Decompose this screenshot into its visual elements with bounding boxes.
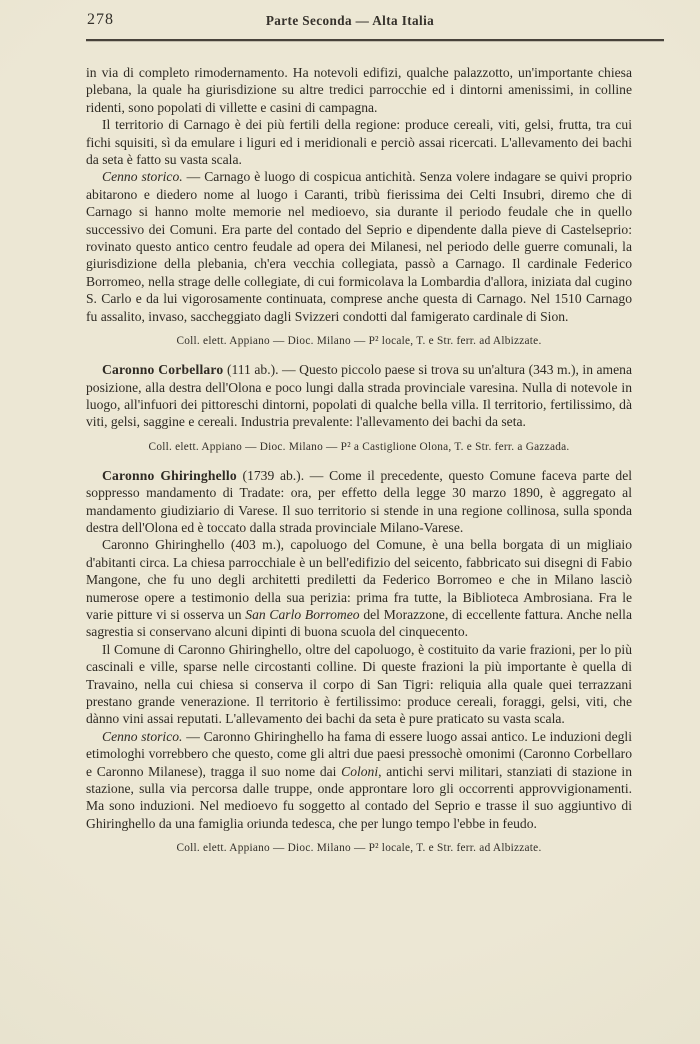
collegio-note-carnago: Coll. elett. Appiano — Dioc. Milano — P² locale, T. e Str. ferr. ad Albizzate.	[176, 335, 542, 348]
entry-title-caronno-ghiringhello: Caronno Ghiringhello	[102, 467, 237, 483]
cenno-storico-label: Cenno storico.	[102, 169, 183, 185]
cenno-storico-text: — Carnago è luogo di cospicua antichità. Senza volere indagare se quivi proprio abitarono e diedero nome al luogo i Caranti, tribù fierissima dei Celti Insubri, diremo che di Carnago si hanno molte memorie nel medioevo, sia durante il periodo feudale che in quello successivo dei Comuni. Era parte del contado del Seprio e dipendente dalla pieve di Castelseprio: rovinato questo antico centro feudale ad opera dei Milanesi, nel periodo delle guerre comunali, la giurisdizione della plebania, ch'era vecchia collegiata, passò a Carnago. Il cardinale Federico Borromeo, nella strage delle collegiate, di cui formicolava la Lombardia d'allora, iniziata dal cugino S. Carlo e da lui vigorosamente continuata, comprese anche questa di Carnago. Nel 1510 Carnago fu assalito, invaso, saccheggiato dagli Svizzeri condotti dal famigerato cardinale di Sion.	[86, 169, 632, 324]
paragraph-carnago-cenno-storico	[86, 168, 632, 325]
header-rule	[86, 39, 664, 41]
page-number: 278	[87, 11, 114, 28]
collegio-note-ghiringhello: Coll. elett. Appiano — Dioc. Milano — P² locale, T. e Str. ferr. ad Albizzate.	[176, 842, 542, 855]
borgata-text-after: del Morazzone, di eccellente fattura. Anche nella sagrestia si conservano alcuni dipinti di buona scuola del cinquecento.	[86, 606, 632, 640]
text-column	[86, 64, 632, 855]
running-title: Parte Seconda — Alta Italia	[265, 13, 435, 28]
page-header	[0, 0, 700, 39]
cenno-storico-text-after: , antichi servi militari, stanziati di stazione in stazione, sulla via percorsa dalle truppe, onde approntare loro gli occorrenti approvvigionamenti. Ma sono induzioni. Nel medioevo fu soggetto al contado del Seprio e trasse il suo aggiuntivo di Ghiringhello da una famiglia oriunda tedesca, che per lungo tempo l'ebbe in feudo.	[86, 763, 632, 831]
paragraph-carnago-territorio: Il territorio di Carnago è dei più fertili della regione: produce cereali, viti, gelsi, frutta, tra cui fichi squisiti, sì da emulare i liguri ed i meridionali e perciò assai ricercati. L'allevamento dei bachi da seta è fatto su vasta scala.	[86, 117, 632, 168]
paragraph-carnago-continuation: in via di completo rimodernamento. Ha notevoli edifizi, qualche palazzotto, un'importante chiesa plebana, la quale ha giurisdizione su altre tredici parrocchie ed i dintorni amenissimi, in colline ridenti, sono popolati di villette e casini di campagna.	[86, 65, 632, 115]
entry-intro-caronno-ghiringhello: (1739 ab.). — Come il precedente, questo Comune faceva parte del soppresso mandamento di Tradate: ora, per effetto della legge 30 marzo 1890, è aggregato al mandamento giudiziario di Varese. Il suo territorio si stende in una regione collinosa, sulla sponda destra dell'Olona ed è toccato dalla strada provinciale Milano-Varese.	[86, 467, 632, 535]
paragraph-ghiringhello-borgata	[86, 536, 632, 640]
cenno-storico-label: Cenno storico.	[102, 728, 183, 744]
paragraph-ghiringhello-frazioni: Il Comune di Caronno Ghiringhello, oltre del capoluogo, è costituito da varie frazioni, per lo più cascinali e ville, sparse nelle circostanti colline. Di queste frazioni la più importante è quella di Travaino, nella cui chiesa si conserva il corpo di San Tigri: reliquia alla quale quei terrazzani prestano grande venerazione. Il territorio è fertilissimo: produce cereali, foraggi, gelsi, viti, che dànno vini assai reputati. L'allevamento dei bachi da seta è pure praticato su vasta scala.	[86, 641, 632, 727]
entry-title-caronno-corbellaro: Caronno Corbellaro	[102, 362, 224, 378]
section-caronno-ghiringhello	[86, 467, 632, 537]
collegio-note-corbellaro: Coll. elett. Appiano — Dioc. Milano — P² a Castiglione Olona, T. e Str. ferr. a Gazzada.	[148, 440, 570, 453]
painting-title-san-carlo-borromeo: San Carlo Borromeo	[245, 606, 360, 622]
term-coloni: Coloni	[341, 763, 379, 779]
paragraph-ghiringhello-cenno-storico	[86, 728, 632, 832]
borgata-text-before: Caronno Ghiringhello (403 m.), capoluogo del Comune, è una bella borgata di un migliaio d'abitanti circa. La chiesa parrocchiale è un bell'edifizio del seicento, fabbricato sui disegni di Fabio Mangone, che fu uno degli architetti prediletti da Federico Borromeo e che in Milano lasciò numerose opere a testimonio della sua perizia: prima fra tutte, la Biblioteca Ambrosiana. Fra le varie pitture vi si osserva un	[86, 537, 632, 622]
cenno-storico-text-before: — Caronno Ghiringhello ha fama di essere luogo assai antico. Le induzioni degli etimologhi vorrebbero che questo, come gli altri due paesi pressochè omonimi (Caronno Corbellaro e Caronno Milanese), tragga il suo nome dai	[86, 728, 632, 779]
entry-text-caronno-corbellaro: (111 ab.). — Questo piccolo paese si trova su un'altura (343 m.), in amena posizione, alla destra dell'Olona e poco lungi dalla strada provinciale varesina. Nulla di notevole in luogo, all'infuori dei pittoreschi dintorni, popolati di qualche bella villa. Il territorio, fertilissimo, dà viti, gelsi, saggine e cereali. Industria prevalente: l'allevamento dei bachi da seta.	[86, 362, 632, 430]
section-caronno-corbellaro	[86, 361, 632, 431]
